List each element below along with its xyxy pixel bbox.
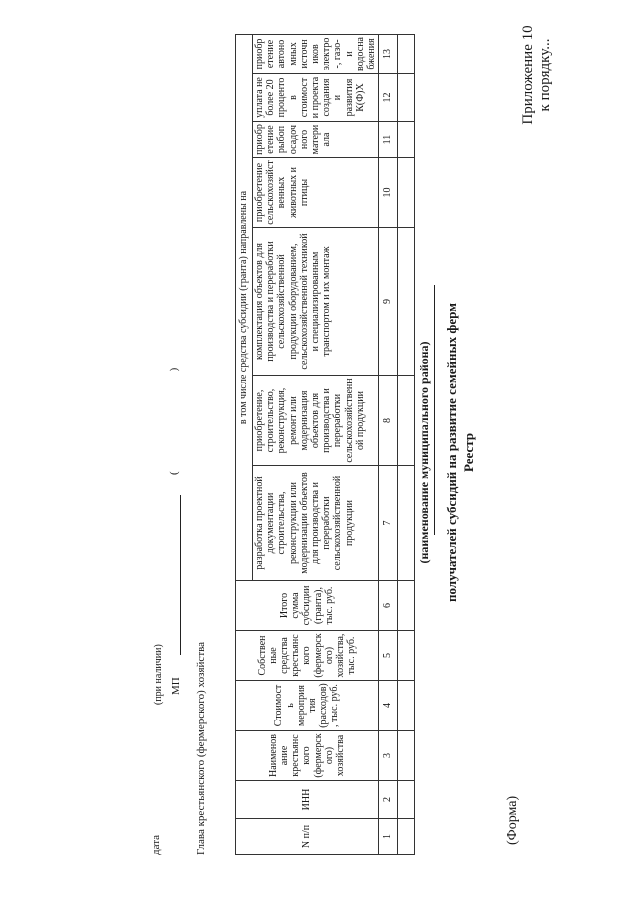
col-group-header: в том числе средства субсидии (гранта) направлены на xyxy=(236,34,253,580)
paren-close: ) xyxy=(168,367,180,372)
table-cell xyxy=(398,466,415,581)
subcol-equipment: комплектация объектов для производства и переработки сельскохозяйственной продукции оборудованием, сельскохозяйственной техникой и специализированным транспортом и их монтаж xyxy=(253,228,379,376)
paren-open: ( xyxy=(168,471,180,475)
signature-line xyxy=(180,495,181,655)
table-cell xyxy=(398,731,415,781)
seal-note: (при наличии) xyxy=(153,644,164,705)
table-column-numbers-row xyxy=(379,34,398,854)
col-header-total-subsidy: Итого сумма субсидии (гранта), тыс. руб. xyxy=(236,581,379,631)
appendix-line-2: к порядку... xyxy=(537,38,554,112)
farm-head-signature-label: Глава крестьянского (фермерского) хозяйства xyxy=(195,641,207,855)
municipal-underline xyxy=(434,285,435,535)
form-label: (Форма) xyxy=(505,795,520,845)
signature-name-brackets xyxy=(168,368,180,475)
page-title: Реестр xyxy=(461,433,476,473)
column-number: 3 xyxy=(379,731,398,781)
column-number: 5 xyxy=(379,631,398,681)
table-cell xyxy=(398,228,415,376)
table-cell xyxy=(398,781,415,819)
table-empty-row xyxy=(398,34,415,854)
column-number: 13 xyxy=(379,34,398,73)
subcol-design-docs: разработка проектной документации строительства, реконструкции или модернизации объектов для производства и переработки сельскохозяйственной продукции xyxy=(253,466,379,581)
column-number: 8 xyxy=(379,376,398,466)
table-cell xyxy=(398,631,415,681)
appendix-label xyxy=(520,15,555,135)
appendix-line-1: Приложение 10 xyxy=(520,25,536,125)
subcol-autonomous-sources: приобретение автономных источников электро-, газо- и водоснабжения xyxy=(253,34,379,73)
subcol-construction: приобретение, строительство, реконструкция, ремонт или модернизация объектов для производства и переработки сельскохозяйственной продукции xyxy=(253,376,379,466)
column-number: 2 xyxy=(379,781,398,819)
table-cell xyxy=(398,122,415,158)
column-number: 6 xyxy=(379,581,398,631)
column-number: 11 xyxy=(379,122,398,158)
date-label: дата xyxy=(150,834,162,855)
registry-table xyxy=(235,34,415,855)
col-header-cost: Стоимость мероприятия (расходов), тыс. руб. xyxy=(236,681,379,731)
table-header-row-1 xyxy=(236,34,253,854)
col-header-own-funds: Собственные средства крестьянского (фермерского) хозяйства, тыс. руб. xyxy=(236,631,379,681)
table-cell xyxy=(398,376,415,466)
subcol-project-cost-share: уплата не более 20 процентов стоимости проекта создания и развития К(Ф)Х xyxy=(253,74,379,122)
column-number: 12 xyxy=(379,74,398,122)
column-number: 4 xyxy=(379,681,398,731)
col-header-inn: ИНН xyxy=(236,781,379,819)
table-cell xyxy=(398,819,415,855)
table-cell xyxy=(398,581,415,631)
column-number: 1 xyxy=(379,819,398,855)
column-number: 7 xyxy=(379,466,398,581)
seal-label: МП xyxy=(170,677,182,695)
subcol-livestock: приобретение сельскохозяйственных животных и птицы xyxy=(253,158,379,228)
column-number: 9 xyxy=(379,228,398,376)
table-cell xyxy=(398,681,415,731)
column-number: 10 xyxy=(379,158,398,228)
table-cell xyxy=(398,74,415,122)
col-header-number: N п/п xyxy=(236,819,379,855)
table-cell xyxy=(398,158,415,228)
page-subtitle: получателей субсидий на развитие семейных ферм xyxy=(444,302,459,603)
municipal-district-caption: (наименование муниципального района) xyxy=(417,341,431,564)
col-header-farm-name: Наименование крестьянского (фермерского) хозяйства xyxy=(236,731,379,781)
subcol-fish-stock: приобретение рыбопосадочного материала xyxy=(253,122,379,158)
table-cell xyxy=(398,34,415,73)
